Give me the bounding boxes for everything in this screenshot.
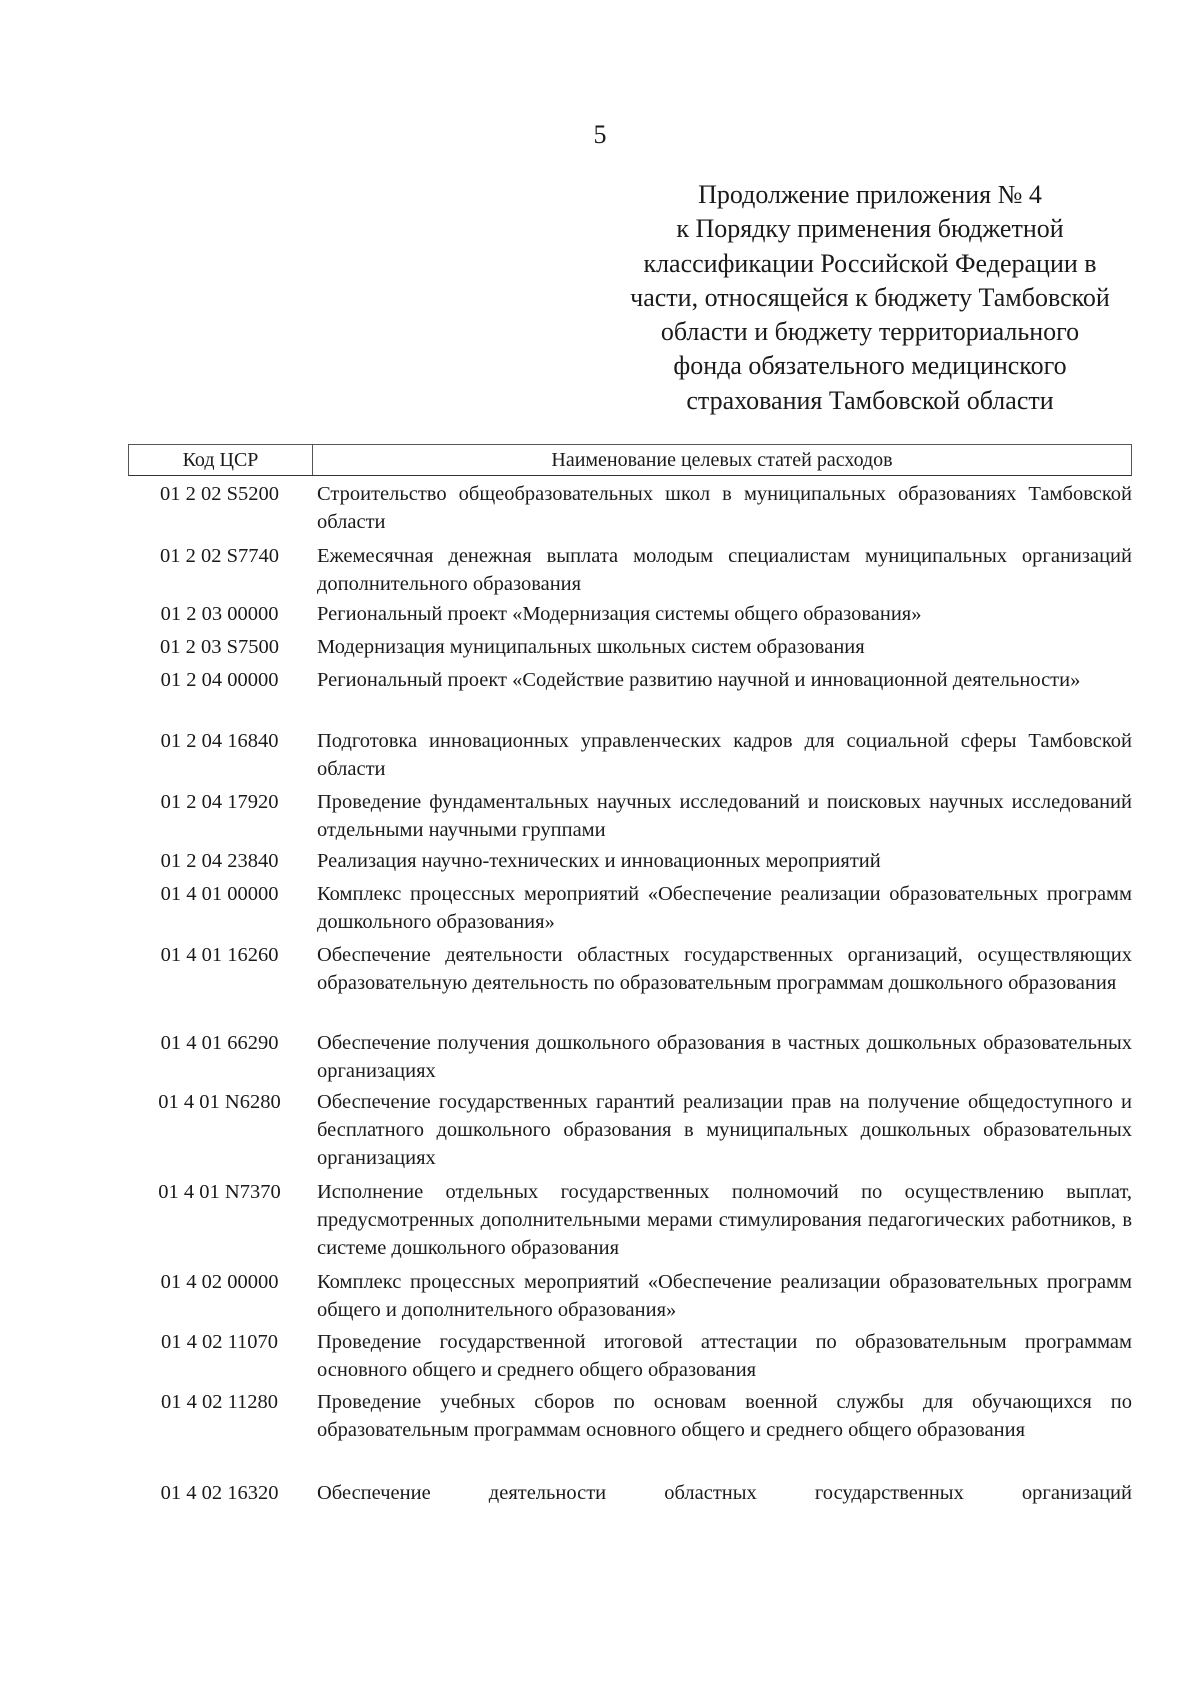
table-row	[128, 880, 1132, 936]
row-code: 01 2 03 S7500	[159, 636, 280, 658]
row-name: Реализация научно-технических и инновационных мероприятий	[317, 850, 881, 872]
row-code: 01 4 01 N6280	[158, 1091, 281, 1113]
row-name: Обеспечение деятельности областных государственных организаций	[317, 1482, 1132, 1504]
row-name: Региональный проект «Содействие развитию научной и инновационной деятельности»	[317, 669, 1081, 691]
appendix-heading	[590, 178, 1150, 418]
header-code: Код ЦСР	[129, 445, 313, 475]
row-name: Модернизация муниципальных школьных систем образования	[317, 636, 865, 658]
table-row	[128, 600, 1132, 628]
appendix-line: страхования Тамбовской области	[686, 385, 1054, 415]
row-name: Обеспечение государственных гарантий реализации прав на получение общедоступного и бесплатного дошкольного образования в муниципальных дошкольных образовательных организациях	[317, 1091, 1132, 1169]
page-number: 5	[593, 120, 607, 149]
table-row	[128, 480, 1132, 536]
table-row	[128, 633, 1132, 661]
row-name: Подготовка инновационных управленческих кадров для социальной сферы Тамбовской области	[317, 730, 1132, 780]
appendix-line: к Порядку применения бюджетной	[676, 214, 1064, 244]
row-code: 01 2 04 17920	[160, 791, 279, 813]
table-row	[128, 1268, 1132, 1324]
table-row	[128, 1328, 1132, 1384]
table-header	[128, 444, 1132, 476]
appendix-line: области и бюджету территориального	[660, 317, 1080, 347]
row-name: Обеспечение получения дошкольного образования в частных дошкольных образовательных организациях	[317, 1032, 1132, 1082]
row-code: 01 4 02 11070	[160, 1331, 279, 1353]
table-row	[128, 1029, 1132, 1085]
table-row	[128, 1388, 1132, 1444]
appendix-line: классификации Российской Федерации в	[643, 248, 1097, 278]
table-row	[128, 788, 1132, 844]
row-code: 01 4 02 11280	[160, 1391, 279, 1413]
row-code: 01 2 04 00000	[160, 669, 279, 691]
appendix-line: части, относящейся к бюджету Тамбовской	[630, 282, 1110, 312]
appendix-line: Продолжение приложения № 4	[698, 180, 1042, 209]
table-row	[128, 666, 1132, 694]
row-code: 01 4 02 16320	[160, 1482, 279, 1504]
row-name: Региональный проект «Модернизация системы общего образования»	[317, 603, 922, 625]
row-name: Комплекс процессных мероприятий «Обеспечение реализации образовательных программ дошкольного образования»	[317, 883, 1132, 933]
header-name: Наименование целевых статей расходов	[551, 449, 893, 471]
table-row	[128, 1479, 1132, 1507]
table-row	[128, 727, 1132, 783]
row-name: Обеспечение деятельности областных государственных организаций, осуществляющих образовательную деятельность по образовательным программам дошкольного образования	[317, 944, 1132, 994]
row-name: Комплекс процессных мероприятий «Обеспечение реализации образовательных программ общего и дополнительного образования»	[317, 1271, 1132, 1321]
table-row	[128, 847, 1132, 875]
row-code: 01 2 02 S5200	[159, 483, 280, 505]
row-code: 01 4 01 00000	[160, 883, 279, 905]
row-code: 01 2 04 23840	[160, 850, 279, 872]
row-code: 01 4 01 66290	[160, 1032, 279, 1054]
row-code: 01 4 02 00000	[160, 1271, 279, 1293]
row-name: Проведение государственной итоговой аттестации по образовательным программам основного общего и среднего общего образования	[317, 1331, 1132, 1381]
row-code: 01 2 02 S7740	[159, 545, 280, 567]
row-name: Проведение учебных сборов по основам военной службы для обучающихся по образовательным программам основного общего и среднего общего образования	[317, 1391, 1132, 1441]
table-row	[128, 1178, 1132, 1262]
row-name: Строительство общеобразовательных школ в муниципальных образованиях Тамбовской области	[317, 483, 1132, 533]
row-name: Ежемесячная денежная выплата молодым специалистам муниципальных организаций дополнительного образования	[317, 545, 1132, 595]
table-row	[128, 1088, 1132, 1172]
table-row	[128, 542, 1132, 598]
row-code: 01 4 01 N7370	[158, 1181, 281, 1203]
row-code: 01 2 04 16840	[160, 730, 279, 752]
row-name: Исполнение отдельных государственных полномочий по осуществлению выплат, предусмотренных дополнительными мерами стимулирования педагогических работников, в системе дошкольного образования	[317, 1181, 1132, 1259]
appendix-line: фонда обязательного медицинского	[673, 351, 1067, 381]
row-code: 01 4 01 16260	[160, 944, 279, 966]
row-code: 01 2 03 00000	[160, 603, 279, 625]
table-row	[128, 941, 1132, 997]
row-name: Проведение фундаментальных научных исследований и поисковых научных исследований отдельными научными группами	[317, 791, 1132, 841]
